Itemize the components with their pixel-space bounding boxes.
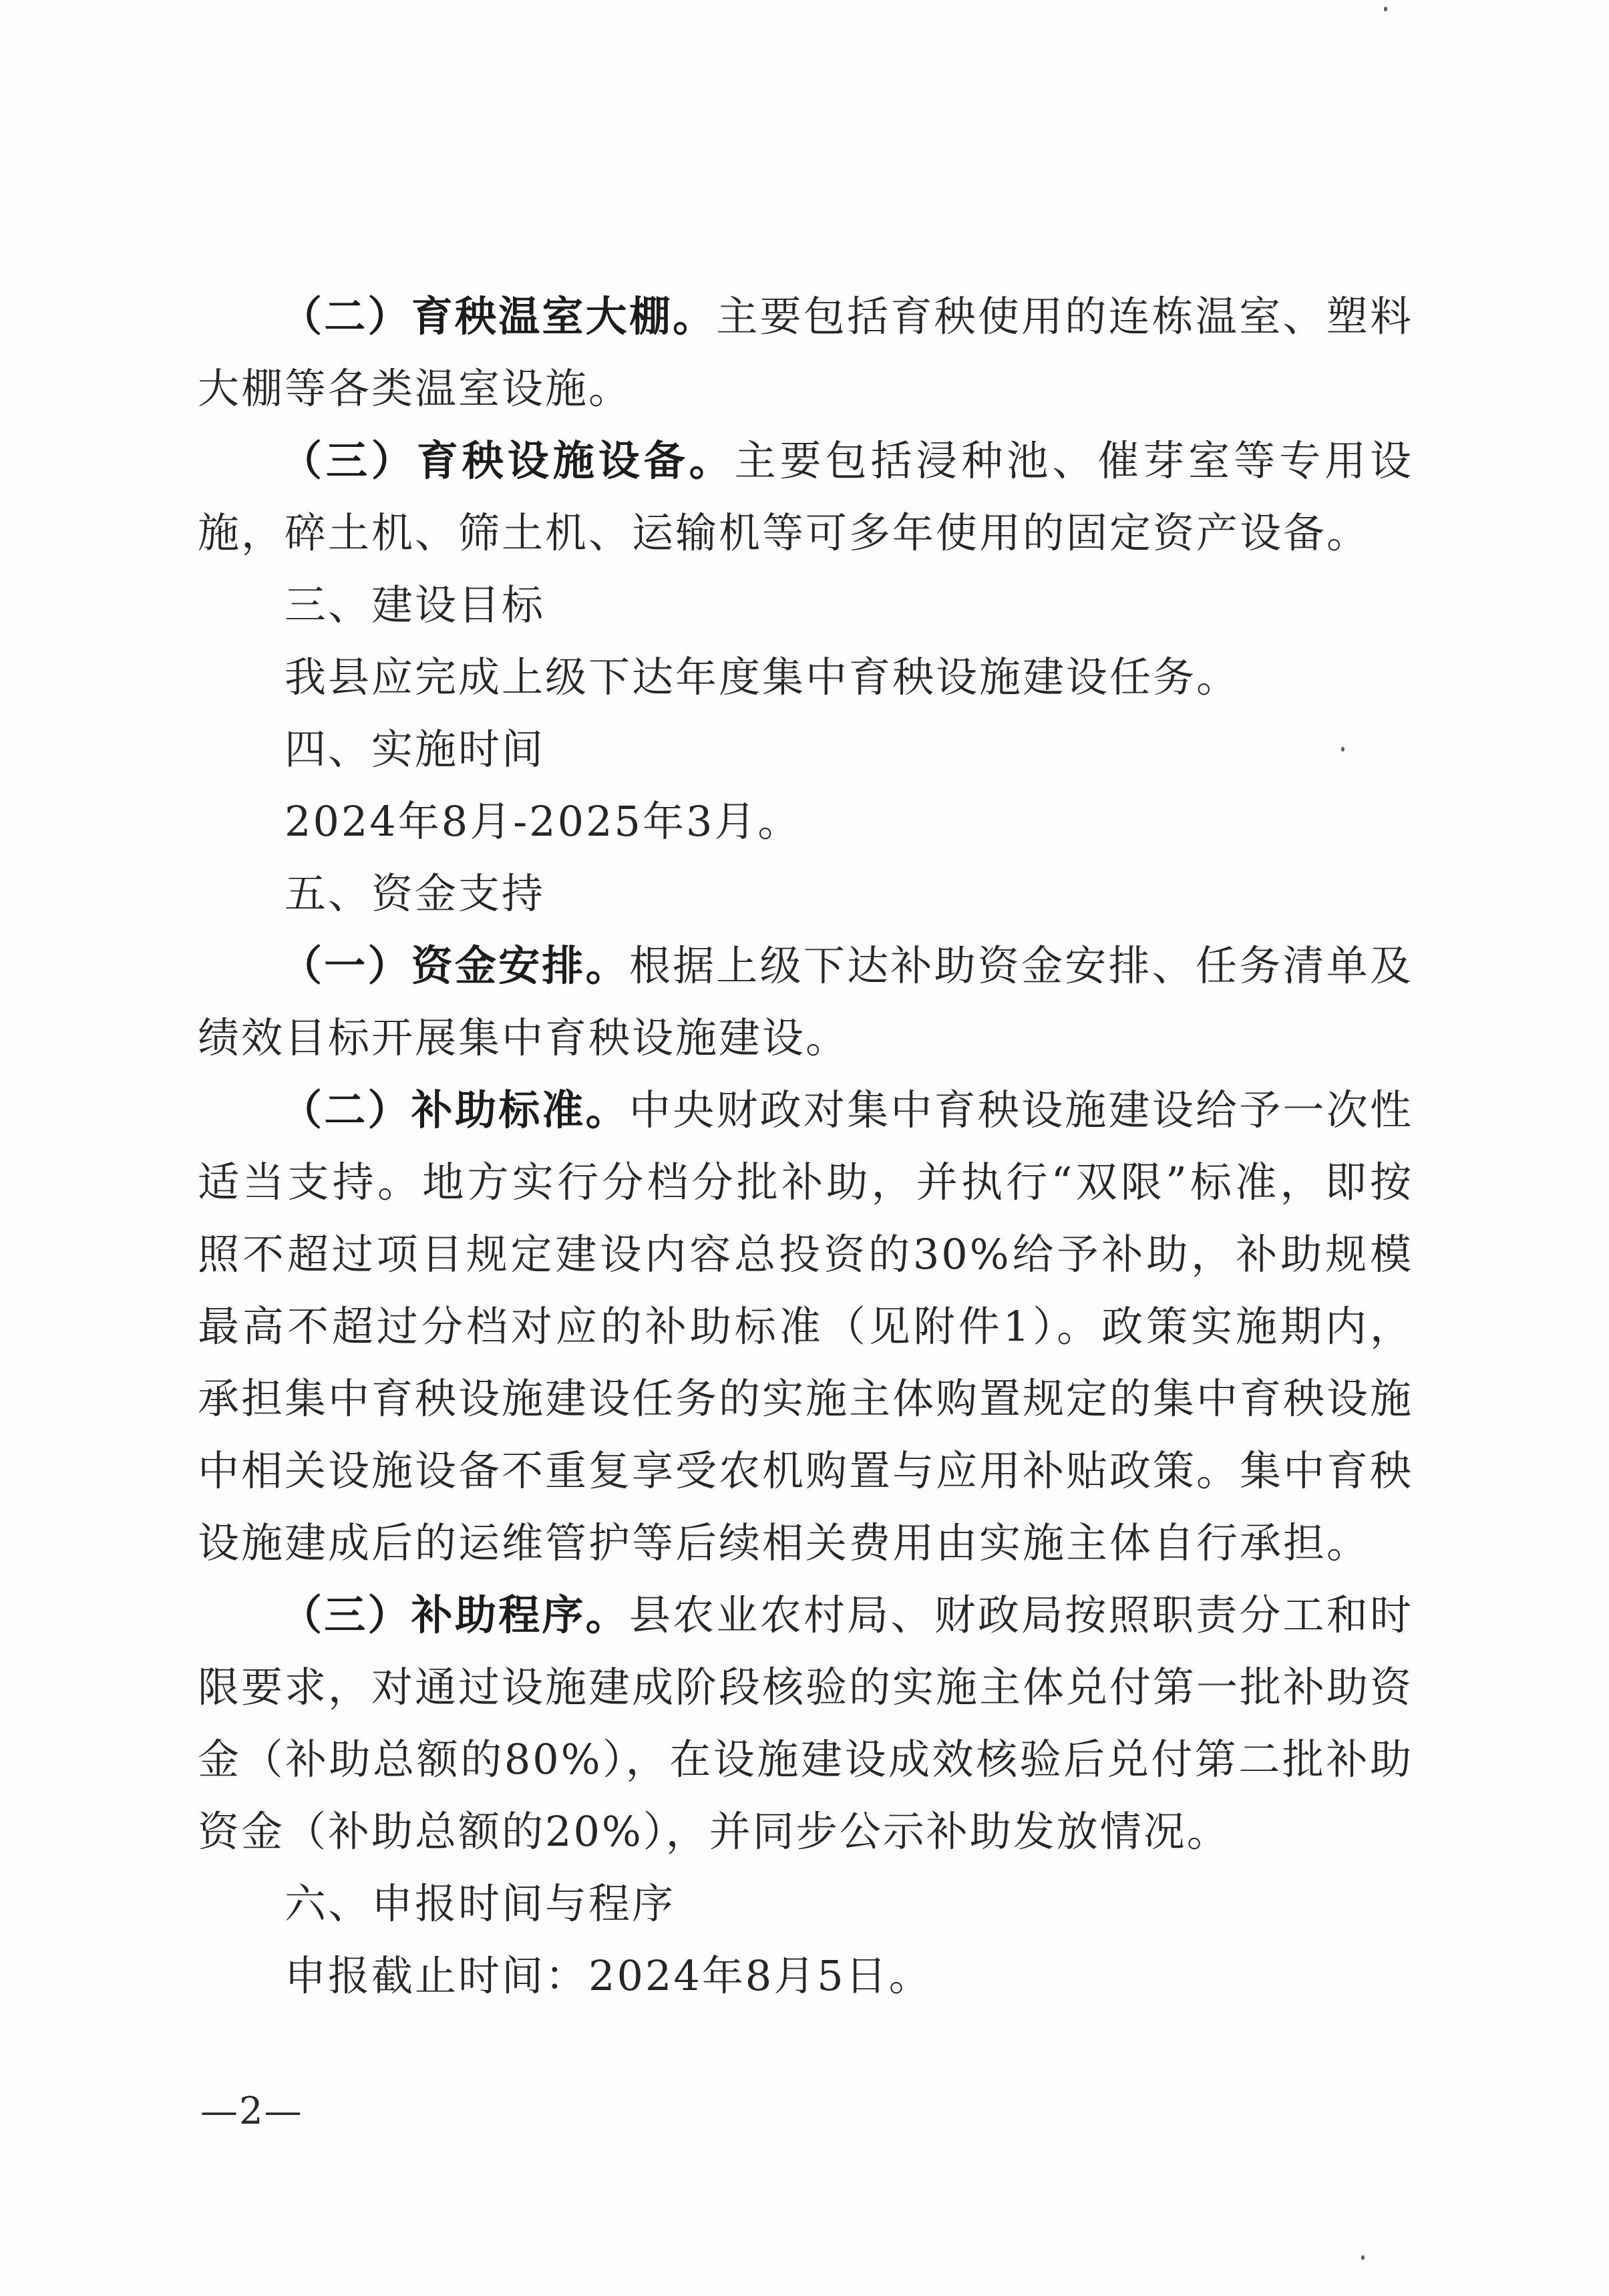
- paragraph-lead: （二）育秧温室大棚。: [281, 292, 717, 341]
- paragraph-lead: （二）补助标准。: [281, 1086, 629, 1134]
- paragraph-text: 根据上级下达补助资金安排、任务清单及绩效目标开展集中育秧设施建设。: [198, 941, 1413, 1062]
- paragraph-text: 主要包括浸种池、催芽室等专用设施，碎土机、筛土机、运输机等可多年使用的固定资产设备。: [198, 436, 1413, 557]
- paragraph-lead: （三）育秧设施设备。: [281, 436, 735, 485]
- section-heading-goals: 三、建设目标: [285, 581, 546, 629]
- document-body: [198, 281, 1413, 2012]
- paragraph-lead: （一）资金安排。: [281, 941, 629, 990]
- paragraph-greenhouse: [198, 281, 1413, 425]
- scan-speck: [1341, 747, 1345, 752]
- paragraph-lead: （三）补助程序。: [281, 1591, 629, 1639]
- section-text-deadline: 申报截止时间：2024年8月5日。: [285, 1951, 932, 2000]
- paragraph-subsidy-procedure: [198, 1579, 1413, 1868]
- page-number: —2—: [200, 2090, 303, 2133]
- paragraph-text: 主要包括育秧使用的连栋温室、塑料大棚等各类温室设施。: [198, 292, 1413, 413]
- paragraph-fund-arrangement: [198, 930, 1413, 1074]
- section-text-goals: 我县应完成上级下达年度集中育秧设施建设任务。: [285, 653, 1240, 701]
- section-heading-application: 六、申报时间与程序: [285, 1879, 676, 1928]
- scan-speck: [1361, 2255, 1365, 2260]
- section-text-schedule: 2024年8月-2025年3月。: [285, 797, 801, 846]
- section-heading-funding: 五、资金支持: [285, 869, 546, 918]
- paragraph-equipment: [198, 425, 1413, 569]
- paragraph-text: 中央财政对集中育秧设施建设给予一次性适当支持。地方实行分档分批补助，并执行“双限”标准，即按照不超过项目规定建设内容总投资的30%给予补助，补助规模最高不超过分档对应的补助标准（见附件1）。政策实施期内，承担集中育秧设施建设任务的实施主体购置规定的集中育秧设施中相关设施设备不重复享受农机购置与应用补贴政策。集中育秧设施建成后的运维管护等后续相关费用由实施主体自行承担。: [198, 1086, 1414, 1567]
- paragraph-text: 县农业农村局、财政局按照职责分工和时限要求，对通过设施建成阶段核验的实施主体兑付第一批补助资金（补助总额的80%），在设施建设成效核验后兑付第二批补助资金（补助总额的20%），并同步公示补助发放情况。: [198, 1591, 1414, 1856]
- paragraph-subsidy-standard: [198, 1074, 1413, 1579]
- section-heading-schedule: 四、实施时间: [285, 725, 546, 774]
- scan-speck: [1384, 7, 1387, 11]
